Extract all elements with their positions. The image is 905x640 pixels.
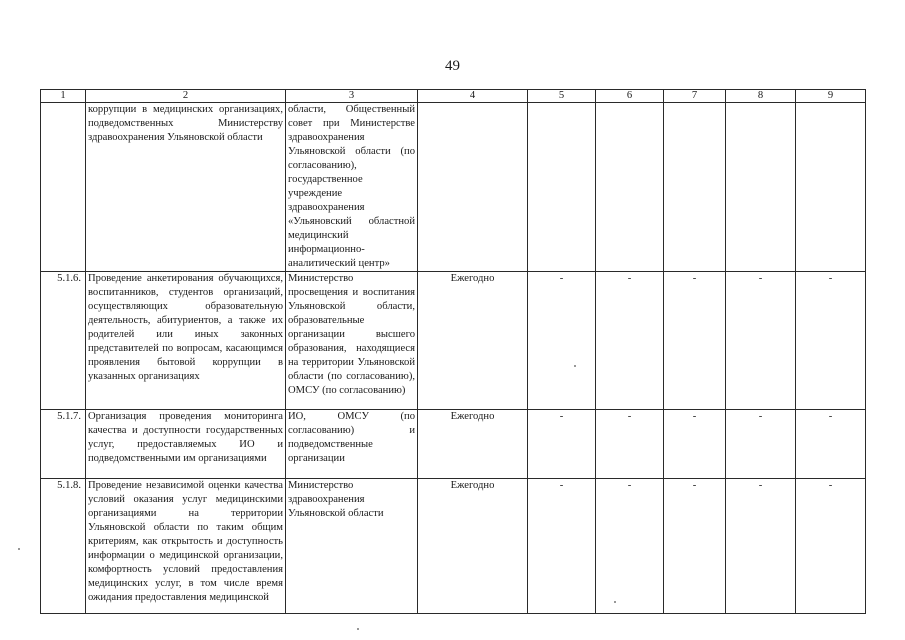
cell-5: - (528, 479, 596, 614)
cell-5 (528, 103, 596, 272)
measure-text: Организация проведения мониторинга качества и доступности государственных услуг, предоставляемых ИО и подведомственными им организациями (86, 410, 286, 479)
cell-9: - (796, 272, 866, 410)
table-row (41, 479, 866, 614)
cell-8: - (726, 410, 796, 479)
cell-6: - (596, 410, 664, 479)
executor-text: Министерство здравоохранения Ульяновской области (286, 479, 418, 614)
scan-speck (574, 365, 576, 367)
executor-text: области, Общественный совет при Министерстве здравоохранения Ульяновской области (по согласованию), государственное учреждение здравоохранения «Ульяновский областной медицинский информационно-аналитический центр» (286, 103, 418, 272)
term-text: Ежегодно (418, 272, 528, 410)
scan-speck (357, 628, 359, 630)
cell-7: - (664, 272, 726, 410)
cell-9 (796, 103, 866, 272)
executor-text: Министерство просвещения и воспитания Ульяновской области, образовательные организации высшего образования, находящиеся на территории Ульяновской области (по согласованию), ОМСУ (по согласованию) (286, 272, 418, 410)
measure-text: коррупции в медицинских организациях, подведомственных Министерству здравоохранения Ульяновской области (86, 103, 286, 272)
cell-8: - (726, 479, 796, 614)
executor-text: ИО, ОМСУ (по согласованию) и подведомственные организации (286, 410, 418, 479)
scan-speck (18, 548, 20, 550)
term-text (418, 103, 528, 272)
table-row (41, 410, 866, 479)
item-number: 5.1.6. (41, 272, 86, 410)
item-number: 5.1.8. (41, 479, 86, 614)
term-text: Ежегодно (418, 479, 528, 614)
cell-5: - (528, 272, 596, 410)
term-text: Ежегодно (418, 410, 528, 479)
cell-8: - (726, 272, 796, 410)
cell-8 (726, 103, 796, 272)
column-header: 1 (41, 90, 86, 103)
table-row (41, 103, 866, 272)
column-header: 9 (796, 90, 866, 103)
column-header: 6 (596, 90, 664, 103)
cell-9: - (796, 410, 866, 479)
scan-speck (614, 601, 616, 603)
table-row (41, 272, 866, 410)
item-number (41, 103, 86, 272)
cell-6: - (596, 272, 664, 410)
column-header: 3 (286, 90, 418, 103)
column-header: 8 (726, 90, 796, 103)
cell-7: - (664, 479, 726, 614)
measure-text: Проведение анкетирования обучающихся, воспитанников, студентов организаций, осуществляющих образовательную деятельность, абитуриентов, а также их родителей или иных законных представителей по вопросам, касающимся проявления бытовой коррупции в указанных организациях (86, 272, 286, 410)
table-header-row (41, 90, 866, 103)
column-header: 7 (664, 90, 726, 103)
measure-text: Проведение независимой оценки качества условий оказания услуг медицинскими организациями на территории Ульяновской области по таким общим критериям, как открытость и доступность информации о медицинской организации, комфортность условий предоставления медицинских услуг, в том числе время ожидания предоставления медицинской (86, 479, 286, 614)
column-header: 2 (86, 90, 286, 103)
cell-7: - (664, 410, 726, 479)
cell-6 (596, 103, 664, 272)
column-header: 4 (418, 90, 528, 103)
column-header: 5 (528, 90, 596, 103)
cell-6: - (596, 479, 664, 614)
cell-7 (664, 103, 726, 272)
cell-9: - (796, 479, 866, 614)
cell-5: - (528, 410, 596, 479)
measures-table (40, 89, 866, 614)
page-number: 49 (445, 58, 460, 74)
item-number: 5.1.7. (41, 410, 86, 479)
